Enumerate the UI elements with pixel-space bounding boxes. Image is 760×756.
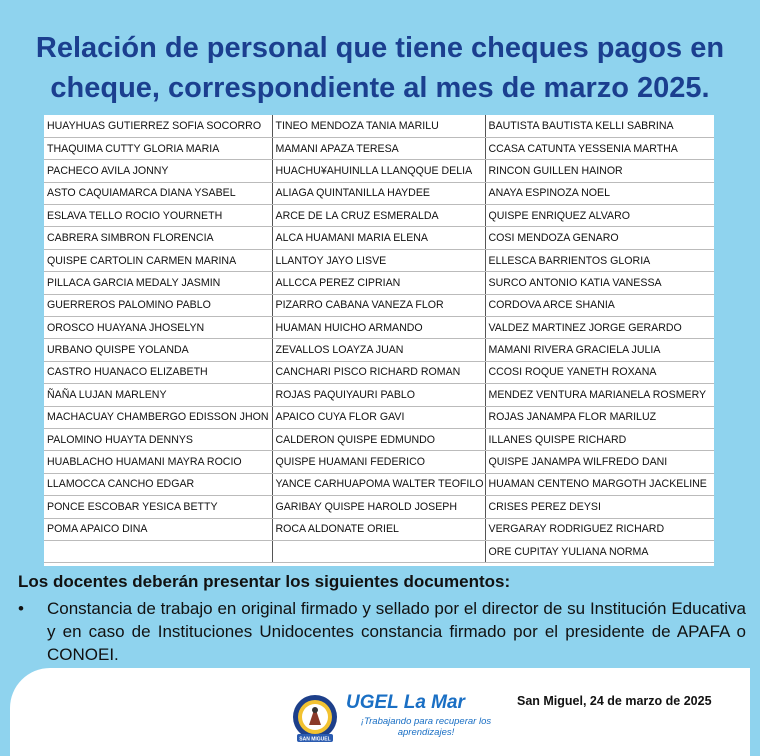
table-row [44, 451, 714, 473]
personnel-table [44, 115, 714, 566]
page-title [0, 28, 760, 108]
table-cell: ANAYA ESPINOZA NOEL [485, 182, 714, 204]
table-cell: PONCE ESCOBAR YESICA BETTY [44, 496, 272, 518]
table-cell: ARCE DE LA CRUZ ESMERALDA [272, 205, 485, 227]
table-cell: PACHECO AVILA JONNY [44, 160, 272, 182]
table-cell: ALIAGA QUINTANILLA HAYDEE [272, 182, 485, 204]
table-cell: PALOMINO HUAYTA DENNYS [44, 428, 272, 450]
table-cell: YANCE CARHUAPOMA WALTER TEOFILO [272, 473, 485, 495]
table-cell: QUISPE JANAMPA WILFREDO DANI [485, 451, 714, 473]
table-row [44, 227, 714, 249]
table-cell: MACHACUAY CHAMBERGO EDISSON JHON [44, 406, 272, 428]
table-cell: ALCA HUAMANI MARIA ELENA [272, 227, 485, 249]
table-cell: HUABLACHO HUAMANI MAYRA ROCIO [44, 451, 272, 473]
table-cell: PIZARRO CABANA VANEZA FLOR [272, 294, 485, 316]
logo-banner-text: SAN MIGUEL [299, 736, 331, 743]
table-row [44, 182, 714, 204]
table-cell: ROJAS PAQUIYAURI PABLO [272, 384, 485, 406]
title-line-1: Relación de personal que tiene cheques pagos en [35, 32, 725, 64]
table-cell: VALDEZ MARTINEZ JORGE GERARDO [485, 317, 714, 339]
table-cell: LLANTOY JAYO LISVE [272, 249, 485, 271]
table-cell: ILLANES QUISPE RICHARD [485, 428, 714, 450]
table-cell: APAICO CUYA FLOR GAVI [272, 406, 485, 428]
table-cell: CABRERA SIMBRON FLORENCIA [44, 227, 272, 249]
table-row [44, 339, 714, 361]
table-cell: CCASA CATUNTA YESSENIA MARTHA [485, 137, 714, 159]
table-cell: MAMANI APAZA TERESA [272, 137, 485, 159]
table-cell: CALDERON QUISPE EDMUNDO [272, 428, 485, 450]
brand-name: UGEL La Mar [346, 692, 465, 713]
personnel-table-body [44, 115, 714, 563]
table-cell [44, 540, 272, 562]
table-cell: ORE CUPITAY YULIANA NORMA [485, 540, 714, 562]
table-cell: ESLAVA TELLO ROCIO YOURNETH [44, 205, 272, 227]
table-cell: MAMANI RIVERA GRACIELA JULIA [485, 339, 714, 361]
table-row [44, 160, 714, 182]
table-cell: ROCA ALDONATE ORIEL [272, 518, 485, 540]
table-row [44, 317, 714, 339]
table-cell: VERGARAY RODRIGUEZ RICHARD [485, 518, 714, 540]
table-cell: THAQUIMA CUTTY GLORIA MARIA [44, 137, 272, 159]
brand-tagline: ¡Trabajando para recuperar los aprendizajes! [360, 716, 492, 738]
table-cell: GARIBAY QUISPE HAROLD JOSEPH [272, 496, 485, 518]
table-cell: QUISPE ENRIQUEZ ALVARO [485, 205, 714, 227]
table-cell: ELLESCA BARRIENTOS GLORIA [485, 249, 714, 271]
table-cell: CCOSI ROQUE YANETH ROXANA [485, 361, 714, 383]
table-cell: RINCON GUILLEN HAINOR [485, 160, 714, 182]
document-date: San Miguel, 24 de marzo de 2025 [517, 694, 712, 708]
table-cell: QUISPE CARTOLIN CARMEN MARINA [44, 249, 272, 271]
table-cell: LLAMOCCA CANCHO EDGAR [44, 473, 272, 495]
table-cell: HUAYHUAS GUTIERREZ SOFIA SOCORRO [44, 115, 272, 137]
table-row [44, 428, 714, 450]
table-cell: CANCHARI PISCO RICHARD ROMAN [272, 361, 485, 383]
table-cell: TINEO MENDOZA TANIA MARILU [272, 115, 485, 137]
table-cell: OROSCO HUAYANA JHOSELYN [44, 317, 272, 339]
table-cell: ÑAÑA LUJAN MARLENY [44, 384, 272, 406]
documents-heading: Los docentes deberán presentar los siguientes documentos: [18, 572, 511, 591]
table-cell: MENDEZ VENTURA MARIANELA ROSMERY [485, 384, 714, 406]
ugel-logo-seal-icon [288, 692, 342, 746]
table-cell: CORDOVA ARCE SHANIA [485, 294, 714, 316]
table-cell: BAUTISTA BAUTISTA KELLI SABRINA [485, 115, 714, 137]
table-cell: ZEVALLOS LOAYZA JUAN [272, 339, 485, 361]
table-cell: ALLCCA PEREZ CIPRIAN [272, 272, 485, 294]
bullet-icon: • [18, 599, 24, 618]
documents-item-text: Constancia de trabajo en original firmado y sellado por el director de su Institución Educativa y en caso de Instituciones Unidocentes constancia firmado por el presidente de APAFA o CONOEI. [47, 599, 746, 664]
table-cell: CRISES PEREZ DEYSI [485, 496, 714, 518]
table-cell: QUISPE HUAMANI FEDERICO [272, 451, 485, 473]
table-cell: ASTO CAQUIAMARCA DIANA YSABEL [44, 182, 272, 204]
table-cell: CASTRO HUANACO ELIZABETH [44, 361, 272, 383]
table-row [44, 540, 714, 562]
table-row [44, 384, 714, 406]
table-cell [272, 540, 485, 562]
table-row [44, 406, 714, 428]
table-row [44, 361, 714, 383]
table-cell: POMA APAICO DINA [44, 518, 272, 540]
table-row [44, 205, 714, 227]
table-row [44, 294, 714, 316]
table-cell: PILLACA GARCIA MEDALY JASMIN [44, 272, 272, 294]
table-row [44, 137, 714, 159]
table-cell: HUAMAN CENTENO MARGOTH JACKELINE [485, 473, 714, 495]
table-cell: GUERREROS PALOMINO PABLO [44, 294, 272, 316]
table-cell: COSI MENDOZA GENARO [485, 227, 714, 249]
table-cell: HUAMAN HUICHO ARMANDO [272, 317, 485, 339]
documents-list-item [18, 597, 746, 666]
title-line-2: cheque, correspondiente al mes de marzo 2025. [50, 72, 710, 104]
table-row [44, 473, 714, 495]
table-row [44, 496, 714, 518]
table-row [44, 249, 714, 271]
table-row [44, 272, 714, 294]
table-cell: URBANO QUISPE YOLANDA [44, 339, 272, 361]
table-cell: SURCO ANTONIO KATIA VANESSA [485, 272, 714, 294]
table-cell: HUACHU¥AHUINLLA LLANQQUE DELIA [272, 160, 485, 182]
table-row [44, 115, 714, 137]
table-cell: ROJAS JANAMPA FLOR MARILUZ [485, 406, 714, 428]
table-row [44, 518, 714, 540]
